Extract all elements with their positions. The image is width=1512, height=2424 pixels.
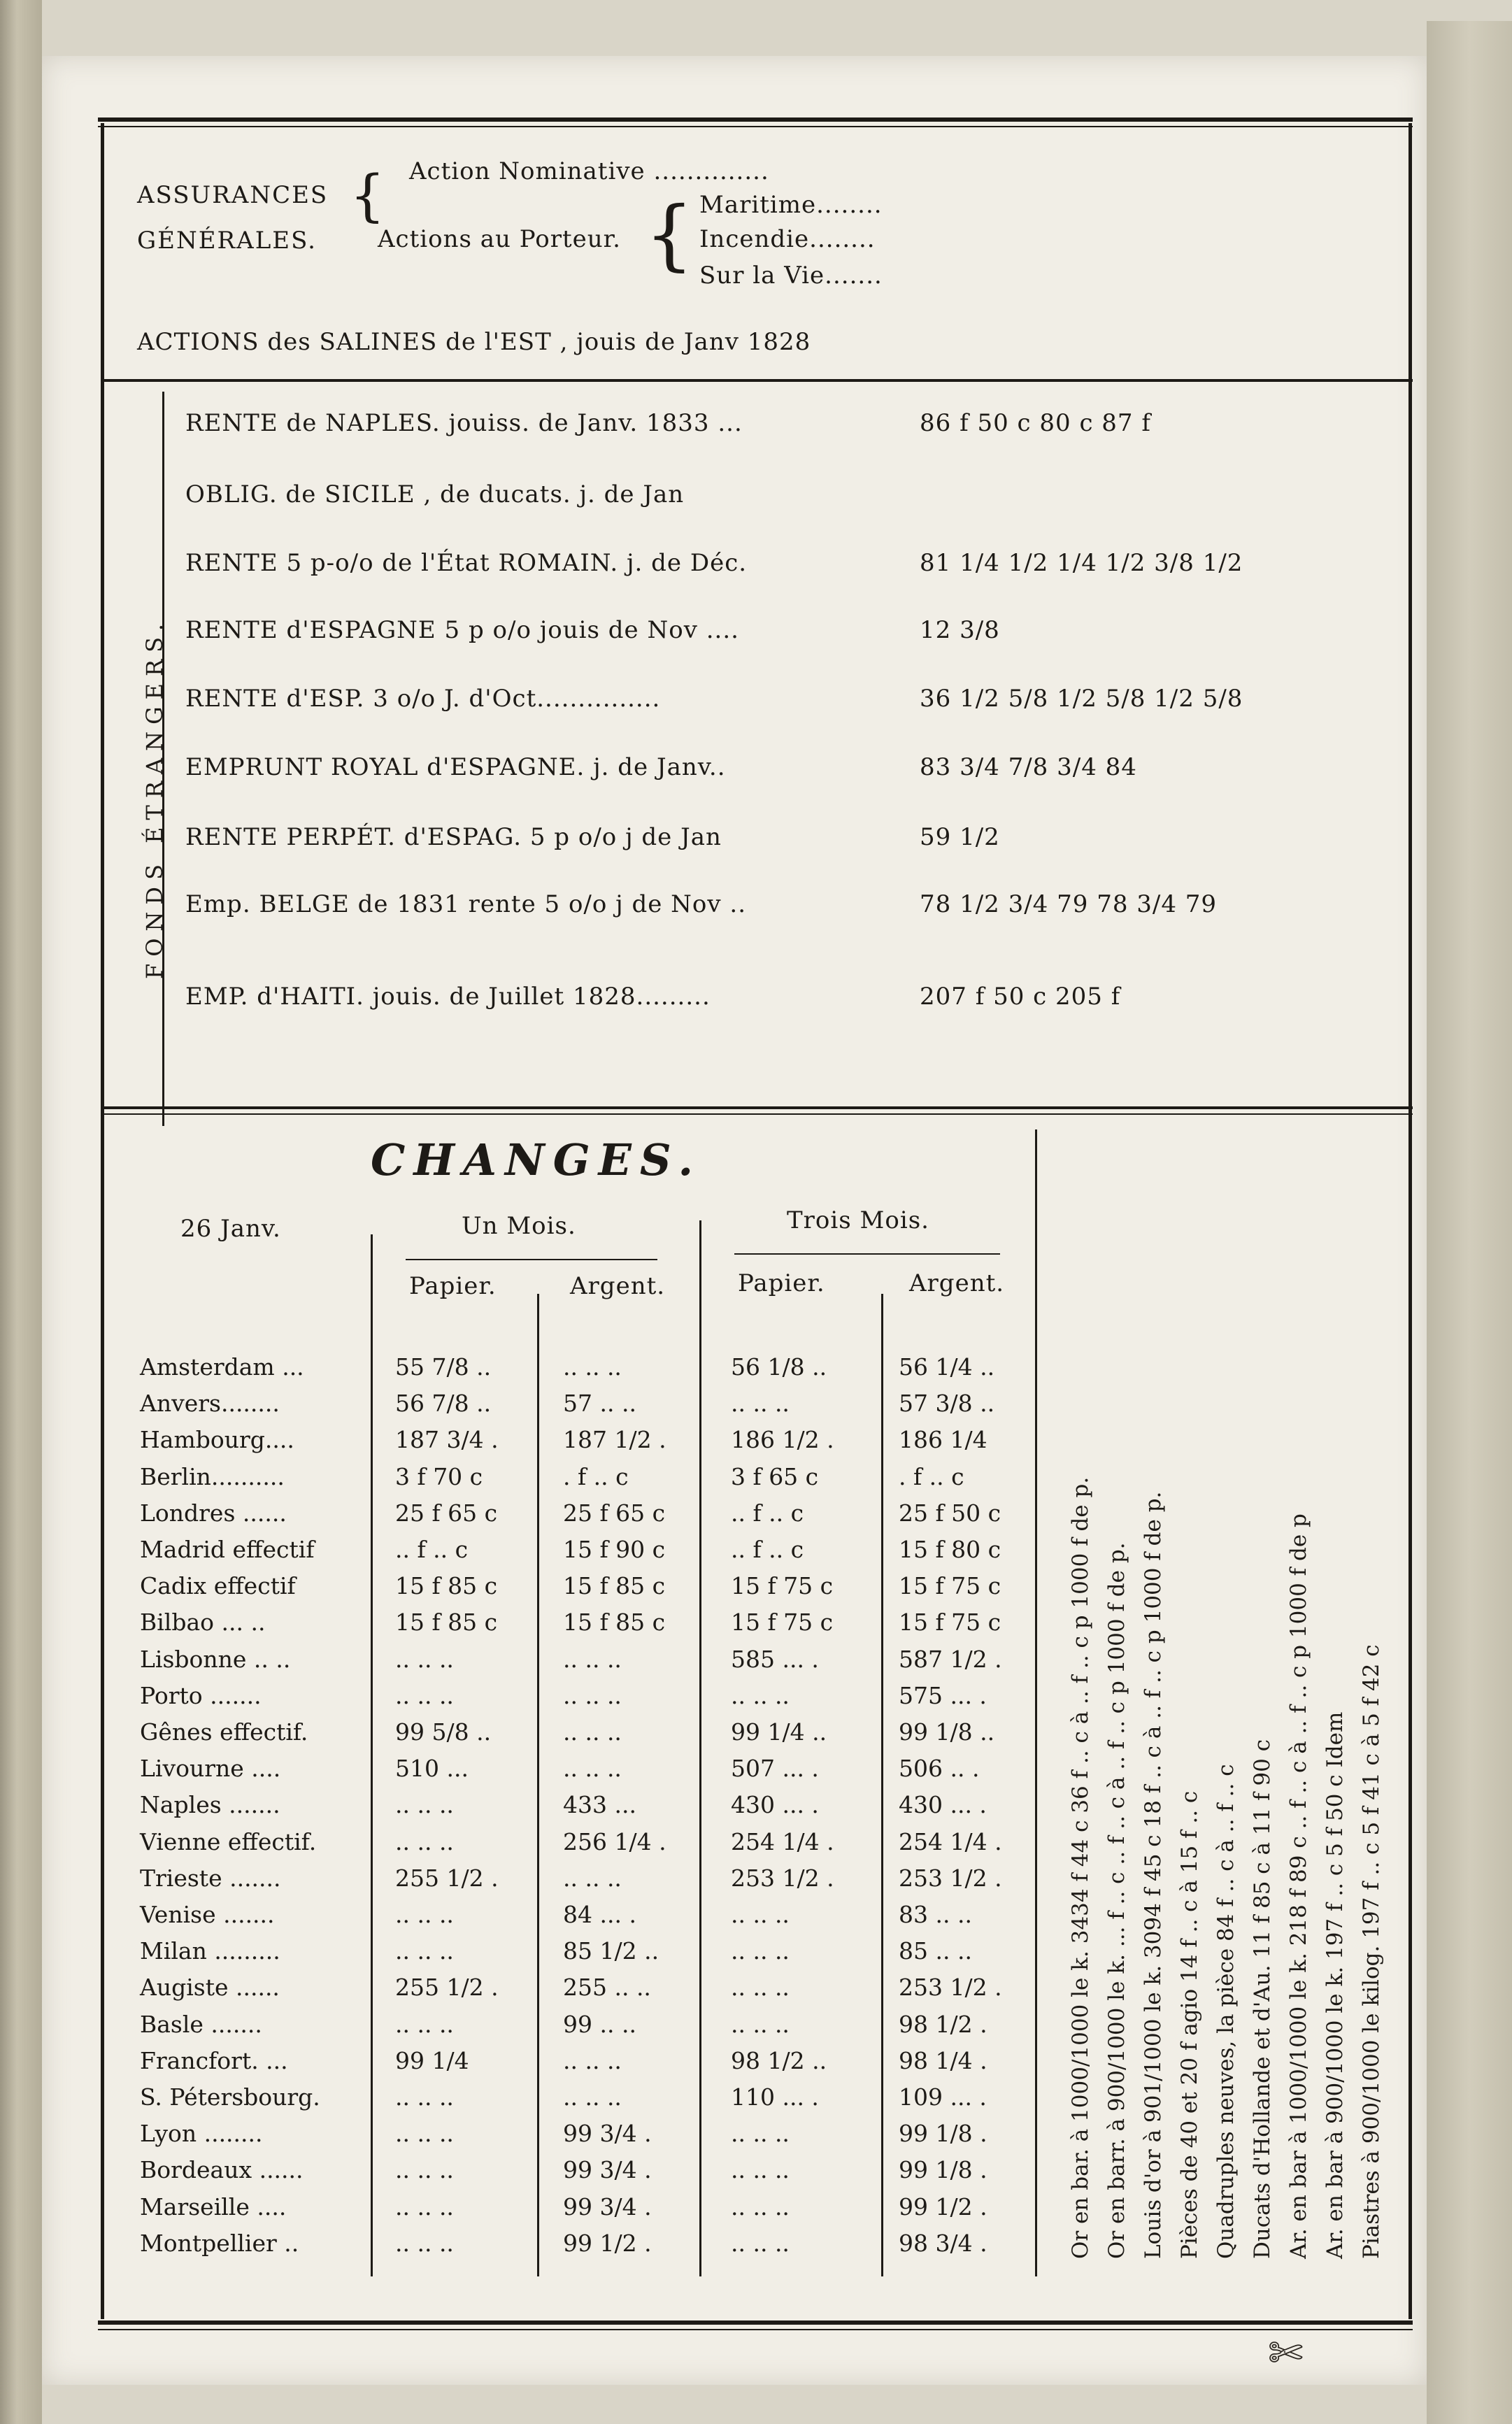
fonds-row-7-quote: 59 1/2 <box>920 823 1000 851</box>
change-city: Hambourg.... <box>140 1426 294 1454</box>
change-tm-argent: 109 ... . <box>899 2083 987 2111</box>
change-tm-papier: .. .. .. <box>731 1974 790 2002</box>
change-city: Amsterdam ... <box>140 1353 304 1381</box>
action-nominative: Action Nominative .............. <box>409 157 769 185</box>
change-tm-argent: 99 1/8 . <box>899 2120 987 2148</box>
change-city: Cadix effectif <box>140 1572 296 1600</box>
fonds-row-1-name: RENTE de NAPLES. jouiss. de Janv. 1833 ... <box>185 409 743 437</box>
change-tm-argent: 15 f 75 c <box>899 1572 1001 1600</box>
change-um-argent: 25 f 65 c <box>563 1499 666 1527</box>
change-um-argent: 256 1/4 . <box>563 1827 666 1855</box>
rule-changes-top <box>101 1106 1413 1109</box>
change-city: Trieste ....... <box>140 1864 281 1892</box>
metal-price-line: Ar. en bar à 1000/1000 le k. 218 f 89 c .. f .. c à .. f .. c p 1000 f de p <box>1286 1513 1311 2259</box>
maritime: Maritime........ <box>699 191 883 219</box>
col-div-mid <box>699 1220 701 2276</box>
change-tm-papier: 507 ... . <box>731 1755 819 1783</box>
change-tm-papier: 110 ... . <box>731 2083 819 2111</box>
change-city: Vienne effectif. <box>140 1827 317 1855</box>
change-um-argent: 57 .. .. <box>563 1390 636 1418</box>
assurances-label-2: GÉNÉRALES. <box>137 227 317 255</box>
change-city: Bilbao ... .. <box>140 1609 266 1637</box>
fonds-row-6-quote: 83 3/4 7/8 3/4 84 <box>920 753 1137 781</box>
change-um-papier: 15 f 85 c <box>395 1572 498 1600</box>
change-tm-papier: .. f .. c <box>731 1499 804 1527</box>
change-um-argent: 85 1/2 .. <box>563 1937 659 1965</box>
change-um-argent: .. .. .. <box>563 1718 622 1746</box>
change-tm-argent: 56 1/4 .. <box>899 1353 995 1381</box>
change-um-argent: .. .. .. <box>563 1755 622 1783</box>
change-um-argent: . f .. c <box>563 1462 629 1490</box>
change-city: Londres ...... <box>140 1499 287 1527</box>
change-tm-papier: 98 1/2 .. <box>731 2046 827 2074</box>
salines-row: ACTIONS des SALINES de l'EST , jouis de Janv 1828 <box>137 328 811 356</box>
change-um-papier: .. .. .. <box>395 2229 454 2257</box>
change-tm-argent: 99 1/8 . <box>899 2156 987 2184</box>
change-tm-argent: 83 .. .. <box>899 1901 972 1928</box>
top-rule <box>98 117 1413 122</box>
tm-argent-header: Argent. <box>909 1269 1005 1297</box>
change-tm-argent: 98 1/4 . <box>899 2046 987 2074</box>
change-tm-argent: 25 f 50 c <box>899 1499 1001 1527</box>
change-um-argent: 99 3/4 . <box>563 2193 652 2220</box>
change-um-argent: .. .. .. <box>563 1864 622 1892</box>
change-tm-argent: 186 1/4 <box>899 1426 987 1454</box>
fonds-row-3-name: RENTE 5 p-o/o de l'État ROMAIN. j. de Déc. <box>185 549 748 577</box>
change-tm-papier: .. .. .. <box>731 2156 790 2184</box>
change-city: Marseille .... <box>140 2193 287 2220</box>
bottom-rule-thin <box>98 2329 1413 2330</box>
change-city: Gênes effectif. <box>140 1718 308 1746</box>
change-tm-argent: 15 f 80 c <box>899 1536 1001 1563</box>
fonds-row-7-name: RENTE PERPÉT. d'ESPAG. 5 p o/o j de Jan <box>185 823 722 851</box>
tm-underline <box>734 1253 1000 1255</box>
col-div-um <box>537 1294 539 2276</box>
um-underline <box>406 1259 657 1260</box>
change-city: Lisbonne .. .. <box>140 1645 291 1673</box>
change-tm-papier: .. .. .. <box>731 2193 790 2220</box>
change-tm-papier: 254 1/4 . <box>731 1827 834 1855</box>
change-city: S. Pétersbourg. <box>140 2083 320 2111</box>
change-tm-papier: .. .. .. <box>731 2229 790 2257</box>
change-tm-papier: .. .. .. <box>731 1937 790 1965</box>
change-um-argent: 99 3/4 . <box>563 2156 652 2184</box>
change-tm-argent: 253 1/2 . <box>899 1974 1002 2002</box>
change-city: Berlin.......... <box>140 1462 285 1490</box>
change-um-papier: 55 7/8 .. <box>395 1353 492 1381</box>
change-tm-papier: 585 ... . <box>731 1645 819 1673</box>
change-city: Augiste ...... <box>140 1974 280 2002</box>
page-left-edge <box>0 0 42 2424</box>
change-tm-papier: .. .. .. <box>731 2010 790 2038</box>
sur-la-vie: Sur la Vie....... <box>699 262 883 290</box>
change-tm-papier: 15 f 75 c <box>731 1572 834 1600</box>
metal-price-line: Ar. en bar à 900/1000 le k. 197 f .. c 5 f 50 c Idem <box>1322 1711 1348 2259</box>
change-tm-papier: 186 1/2 . <box>731 1426 834 1454</box>
metal-price-line: Ducats d'Hollande et d'Au. 11 f 85 c à 11 f 90 c <box>1250 1739 1275 2259</box>
change-city: Milan ......... <box>140 1937 280 1965</box>
change-um-papier: .. .. .. <box>395 2156 454 2184</box>
change-city: Anvers........ <box>140 1390 280 1418</box>
fonds-row-8-quote: 78 1/2 3/4 79 78 3/4 79 <box>920 890 1218 918</box>
change-um-papier: .. .. .. <box>395 2193 454 2220</box>
un-mois-header: Un Mois. <box>462 1212 576 1240</box>
porteur-brace: { <box>645 190 694 279</box>
change-um-papier: 99 5/8 .. <box>395 1718 492 1746</box>
change-city: Montpellier .. <box>140 2229 299 2257</box>
frame-left <box>101 123 104 2319</box>
rule-fonds-top <box>101 379 1413 382</box>
change-um-papier: 255 1/2 . <box>395 1864 499 1892</box>
change-city: Basle ....... <box>140 2010 262 2038</box>
change-um-argent: .. .. .. <box>563 1681 622 1709</box>
change-tm-argent: 57 3/8 .. <box>899 1390 995 1418</box>
fonds-row-2-name: OBLIG. de SICILE , de ducats. j. de Jan <box>185 480 685 508</box>
change-um-papier: 255 1/2 . <box>395 1974 499 2002</box>
fonds-row-8-name: Emp. BELGE de 1831 rente 5 o/o j de Nov .. <box>185 890 747 918</box>
change-um-papier: .. .. .. <box>395 2083 454 2111</box>
change-tm-argent: 575 ... . <box>899 1681 987 1709</box>
change-tm-argent: 506 .. . <box>899 1755 980 1783</box>
metal-price-line: Piastres à 900/1000 le kilog. 197 f .. c 5 f 41 c à 5 f 42 c <box>1359 1644 1384 2259</box>
change-tm-papier: 99 1/4 .. <box>731 1718 827 1746</box>
incendie: Incendie........ <box>699 225 876 253</box>
fonds-row-9-quote: 207 f 50 c 205 f <box>920 983 1121 1011</box>
frame-right <box>1408 123 1412 2319</box>
change-tm-papier: .. .. .. <box>731 1901 790 1928</box>
fonds-row-5-quote: 36 1/2 5/8 1/2 5/8 1/2 5/8 <box>920 685 1243 713</box>
change-um-argent: 84 ... . <box>563 1901 636 1928</box>
change-um-argent: 99 1/2 . <box>563 2229 652 2257</box>
fonds-row-1-quote: 86 f 50 c 80 c 87 f <box>920 409 1151 437</box>
change-um-papier: .. .. .. <box>395 1681 454 1709</box>
change-tm-argent: 85 .. .. <box>899 1937 972 1965</box>
fonds-row-6-name: EMPRUNT ROYAL d'ESPAGNE. j. de Janv.. <box>185 753 726 781</box>
fonds-row-3-quote: 81 1/4 1/2 1/4 1/2 3/8 1/2 <box>920 549 1243 577</box>
change-tm-papier: 253 1/2 . <box>731 1864 834 1892</box>
change-um-argent: .. .. .. <box>563 1645 622 1673</box>
change-tm-papier: .. .. .. <box>731 2120 790 2148</box>
um-papier-header: Papier. <box>409 1272 497 1300</box>
changes-date: 26 Janv. <box>180 1215 281 1243</box>
change-tm-argent: 587 1/2 . <box>899 1645 1002 1673</box>
metal-price-line: Or en bar. à 1000/1000 le k. 3434 f 44 c 36 f .. c à .. f .. c p 1000 f de p. <box>1068 1476 1093 2259</box>
change-um-papier: .. .. .. <box>395 1937 454 1965</box>
change-tm-argent: 99 1/2 . <box>899 2193 987 2220</box>
change-um-argent: .. .. .. <box>563 2046 622 2074</box>
change-um-papier: .. .. .. <box>395 2010 454 2038</box>
changes-title: CHANGES. <box>371 1134 702 1185</box>
change-city: Porto ....... <box>140 1681 262 1709</box>
change-tm-papier: .. .. .. <box>731 1681 790 1709</box>
change-um-papier: 187 3/4 . <box>395 1426 499 1454</box>
change-um-papier: 15 f 85 c <box>395 1609 498 1637</box>
change-um-argent: 187 1/2 . <box>563 1426 666 1454</box>
metal-price-line: Pièces de 40 et 20 f agio 14 f .. c à 15 f .. c <box>1177 1790 1202 2259</box>
change-um-papier: 25 f 65 c <box>395 1499 498 1527</box>
change-um-papier: 3 f 70 c <box>395 1462 483 1490</box>
change-um-papier: 56 7/8 .. <box>395 1390 492 1418</box>
change-city: Naples ....... <box>140 1791 280 1819</box>
ornament-mark: ✄ <box>1268 2329 1304 2378</box>
change-um-argent: .. .. .. <box>563 1353 622 1381</box>
change-um-papier: .. .. .. <box>395 1791 454 1819</box>
bottom-rule <box>98 2320 1413 2325</box>
col-div-tm <box>881 1294 883 2276</box>
um-argent-header: Argent. <box>570 1272 666 1300</box>
change-city: Bordeaux ...... <box>140 2156 304 2184</box>
change-um-argent: 255 .. .. <box>563 1974 651 2002</box>
change-tm-argent: 254 1/4 . <box>899 1827 1002 1855</box>
change-city: Madrid effectif <box>140 1536 315 1563</box>
change-tm-argent: 98 1/2 . <box>899 2010 987 2038</box>
assurances-brace: { <box>350 163 385 228</box>
change-city: Francfort. ... <box>140 2046 288 2074</box>
tm-papier-header: Papier. <box>738 1269 825 1297</box>
fonds-row-5-name: RENTE d'ESP. 3 o/o J. d'Oct............... <box>185 685 661 713</box>
change-um-argent: 99 3/4 . <box>563 2120 652 2148</box>
change-um-papier: .. .. .. <box>395 2120 454 2148</box>
change-tm-papier: 56 1/8 .. <box>731 1353 827 1381</box>
metal-price-line: Louis d'or à 901/1000 le k. 3094 f 45 c 18 f .. c à .. f .. c p 1000 f de p. <box>1141 1491 1166 2259</box>
change-um-papier: .. .. .. <box>395 1827 454 1855</box>
change-um-papier: .. f .. c <box>395 1536 469 1563</box>
change-tm-argent: 253 1/2 . <box>899 1864 1002 1892</box>
change-tm-argent: . f .. c <box>899 1462 964 1490</box>
assurances-label-1: ASSURANCES <box>137 181 329 209</box>
document-page <box>42 56 1427 2385</box>
fonds-row-4-quote: 12 3/8 <box>920 616 1000 644</box>
fonds-row-4-name: RENTE d'ESPAGNE 5 p o/o jouis de Nov .... <box>185 616 739 644</box>
fonds-row-9-name: EMP. d'HAITI. jouis. de Juillet 1828......... <box>185 983 711 1011</box>
change-tm-argent: 99 1/8 .. <box>899 1718 995 1746</box>
change-tm-papier: .. f .. c <box>731 1536 804 1563</box>
change-um-argent: 15 f 85 c <box>563 1572 666 1600</box>
change-um-argent: .. .. .. <box>563 2083 622 2111</box>
change-city: Livourne .... <box>140 1755 281 1783</box>
change-tm-papier: 15 f 75 c <box>731 1609 834 1637</box>
metal-price-line: Or en barr. à 900/1000 le k. ... f .. c .. f .. c à .. f .. c p 1000 f de p. <box>1104 1542 1129 2259</box>
col-div-metals <box>1035 1129 1037 2276</box>
change-um-argent: 15 f 90 c <box>563 1536 666 1563</box>
rule-changes-top-thin <box>101 1113 1413 1115</box>
change-city: Venise ....... <box>140 1901 275 1928</box>
change-um-papier: .. .. .. <box>395 1645 454 1673</box>
change-tm-argent: 430 ... . <box>899 1791 987 1819</box>
change-tm-papier: .. .. .. <box>731 1390 790 1418</box>
fonds-etrangers-label: FONDS ÉTRANGERS. <box>141 616 168 979</box>
metal-price-line: Quadruples neuves, la pièce 84 f .. c à .. f .. c <box>1213 1764 1239 2259</box>
trois-mois-header: Trois Mois. <box>787 1206 929 1234</box>
change-um-papier: 510 ... <box>395 1755 469 1783</box>
actions-porteur: Actions au Porteur. <box>378 225 621 253</box>
change-um-argent: 433 ... <box>563 1791 636 1819</box>
change-um-papier: 99 1/4 <box>395 2046 469 2074</box>
change-tm-argent: 15 f 75 c <box>899 1609 1001 1637</box>
change-um-argent: 99 .. .. <box>563 2010 636 2038</box>
change-tm-papier: 3 f 65 c <box>731 1462 819 1490</box>
change-um-papier: .. .. .. <box>395 1901 454 1928</box>
change-um-argent: 15 f 85 c <box>563 1609 666 1637</box>
change-city: Lyon ........ <box>140 2120 263 2148</box>
change-tm-argent: 98 3/4 . <box>899 2229 987 2257</box>
top-rule-thin <box>98 126 1413 127</box>
page-right-edge <box>1427 21 1512 2424</box>
col-div-city <box>371 1234 373 2276</box>
change-tm-papier: 430 ... . <box>731 1791 819 1819</box>
